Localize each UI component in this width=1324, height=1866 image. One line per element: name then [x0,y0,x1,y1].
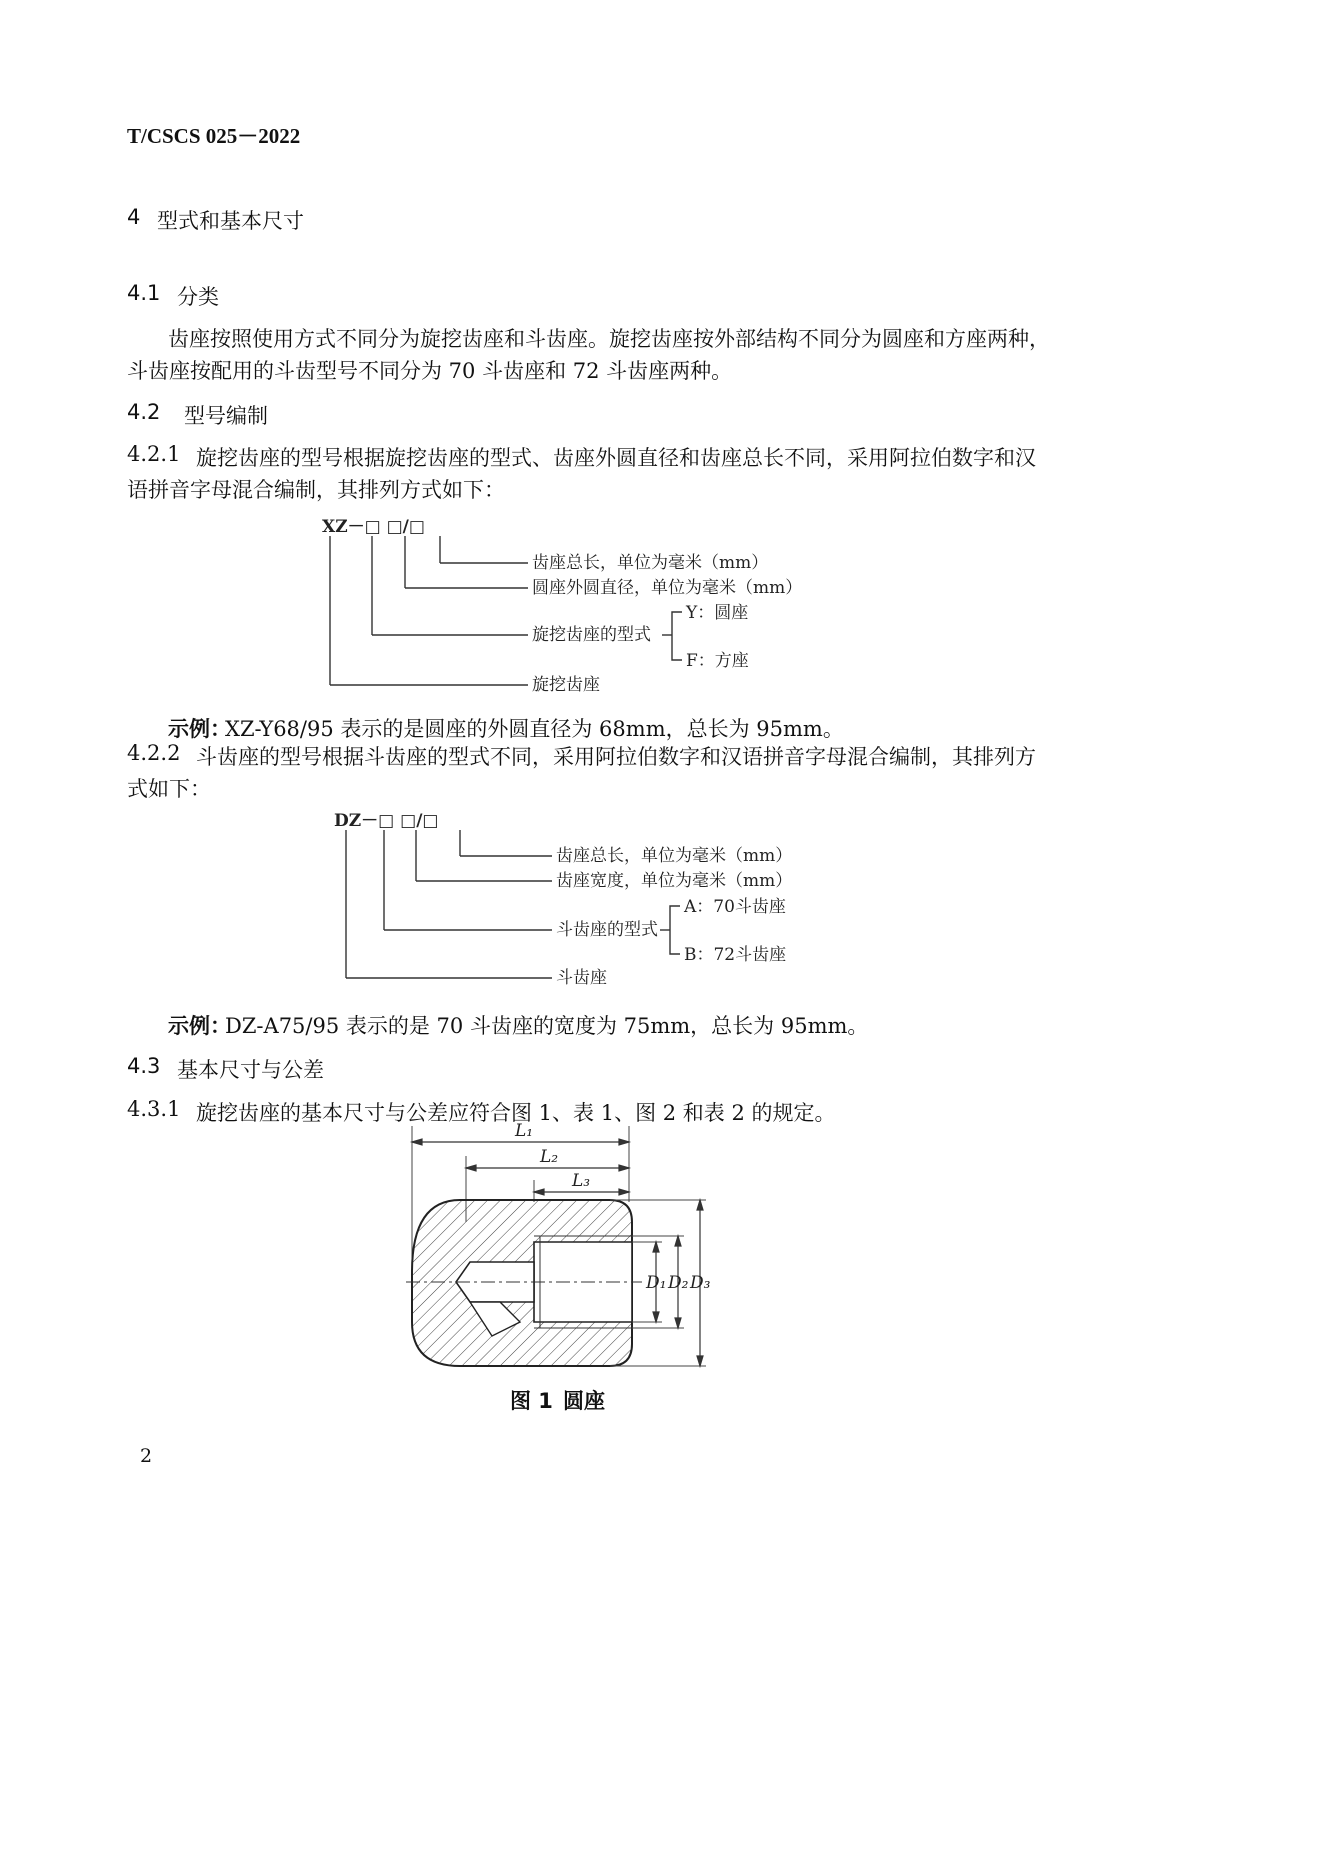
dz-option-a: A：70斗齿座 [684,897,786,917]
section-4-1-para-line2: 斗齿座按配用的斗齿型号不同分为 70 斗齿座和 72 斗齿座两种。 [127,359,733,383]
dim-l1: L₁ [515,1122,534,1141]
section-4-2-1-line1: 旋挖齿座的型号根据旋挖齿座的型式、齿座外圆直径和齿座总长不同，采用阿拉伯数字和汉 [196,446,1036,470]
section-4-3-1-number: 4.3.1 [127,1097,181,1121]
example-1-label: 示例： [168,717,231,741]
dz-option-b: B：72斗齿座 [684,945,787,965]
section-4-1-title: 分类 [177,285,219,309]
figure-1-caption-number: 图 1 [510,1389,553,1413]
xz-label-total-length: 齿座总长，单位为毫米（mm） [532,553,769,573]
xz-code: XZ－□ □/□ [322,517,425,537]
dz-code: DZ－□ □/□ [334,811,439,831]
section-4-3-1-text: 旋挖齿座的基本尺寸与公差应符合图 1、表 1、图 2 和表 2 的规定。 [196,1101,836,1125]
dz-label-seat: 斗齿座 [556,968,607,988]
section-4-2-2-line1: 斗齿座的型号根据斗齿座的型式不同，采用阿拉伯数字和汉语拼音字母混合编制，其排列方 [196,745,1036,769]
dim-d1: D₁ [646,1273,667,1293]
xz-label-seat: 旋挖齿座 [532,675,600,695]
figure-1-round-seat-drawing [400,1122,720,1376]
section-4-2-2-number: 4.2.2 [127,741,181,765]
section-4-3-title: 基本尺寸与公差 [177,1058,324,1082]
dz-model-code-diagram [320,806,840,998]
section-4-3-number: 4.3 [127,1054,161,1078]
document-id: T/CSCS 025－2022 [127,124,301,148]
xz-label-outer-diameter: 圆座外圆直径，单位为毫米（mm） [532,578,803,598]
example-1-text: XZ-Y68/95 表示的是圆座的外圆直径为 68mm，总长为 95mm。 [225,717,844,741]
xz-option-y: Y：圆座 [686,603,749,623]
section-4-2-1-line2: 语拼音字母混合编制，其排列方式如下： [127,478,505,502]
dim-l2: L₂ [540,1147,559,1167]
section-4-2-number: 4.2 [127,400,161,424]
page-number: 2 [140,1445,153,1467]
section-4-2-1-number: 4.2.1 [127,442,181,466]
section-4-number: 4 [127,205,141,229]
example-2-label: 示例： [168,1014,231,1038]
dim-d3: D₃ [690,1273,711,1293]
xz-option-f: F：方座 [686,651,749,671]
xz-label-type: 旋挖齿座的型式 [532,625,651,645]
section-4-title: 型式和基本尺寸 [157,209,304,233]
example-2-text: DZ-A75/95 表示的是 70 斗齿座的宽度为 75mm，总长为 95mm。 [225,1014,869,1038]
section-4-1-number: 4.1 [127,281,161,305]
xz-model-code-diagram [300,510,840,710]
section-4-2-title: 型号编制 [184,404,268,428]
section-4-2-2-line2: 式如下： [127,777,211,801]
dz-label-width: 齿座宽度，单位为毫米（mm） [556,871,793,891]
dz-label-total-length: 齿座总长，单位为毫米（mm） [556,846,793,866]
figure-1-caption-title: 圆座 [563,1389,605,1413]
dim-d2: D₂ [668,1273,689,1293]
dim-l3: L₃ [572,1171,591,1191]
dz-label-type: 斗齿座的型式 [556,920,658,940]
section-4-1-para-line1: 齿座按照使用方式不同分为旋挖齿座和斗齿座。旋挖齿座按外部结构不同分为圆座和方座两种， [168,327,1050,351]
